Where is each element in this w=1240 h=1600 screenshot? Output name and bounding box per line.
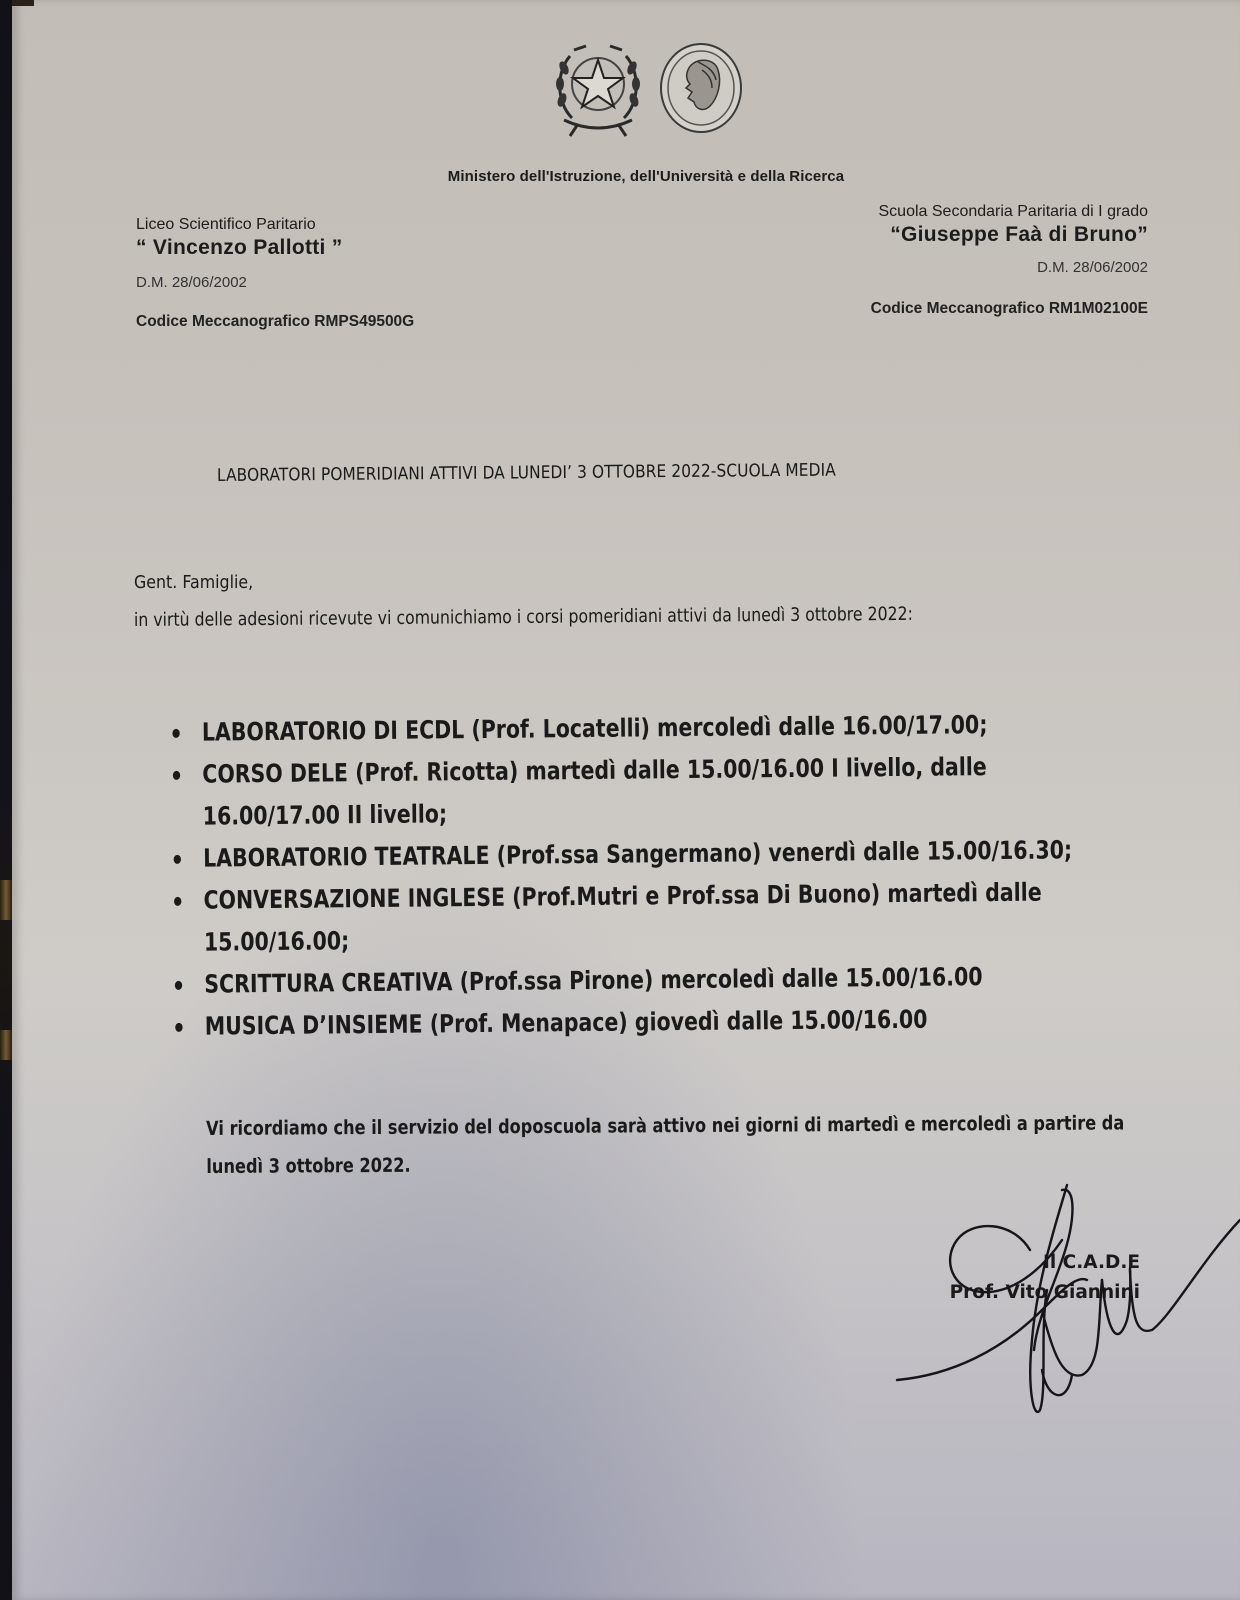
course-text: CORSO DELE (Prof. Ricotta) martedì dalle 15.00/16.00 I livello, dalle 16.00/17.00 II livello; <box>202 752 987 831</box>
bullet-icon <box>174 897 181 906</box>
background-decoration <box>0 1030 12 1060</box>
school-left-code: Codice Meccanografico RMPS49500G <box>136 313 415 330</box>
header-emblems <box>550 36 744 140</box>
school-right-decree: D.M. 28/06/2002 <box>1037 259 1148 276</box>
school-left-name: “ Vincenzo Pallotti ” <box>136 236 343 259</box>
school-left-decree: D.M. 28/06/2002 <box>136 274 247 291</box>
course-list-item <box>167 996 1156 1047</box>
school-right-block <box>871 203 1148 318</box>
italian-republic-emblem-icon <box>550 36 646 140</box>
bullet-icon <box>173 771 180 780</box>
bullet-icon <box>174 855 181 864</box>
course-text: CONVERSAZIONE INGLESE (Prof.Mutri e Prof.ssa Di Buono) martedì dalle 15.00/16.00; <box>203 877 1042 957</box>
ministry-heading: Ministero dell'Istruzione, dell'Università e della Ricerca <box>447 168 845 185</box>
school-right-name: “Giuseppe Faà di Bruno” <box>890 223 1148 246</box>
course-text: LABORATORIO TEATRALE (Prof.ssa Sangermano) venerdì dalle 15.00/16.30; <box>202 835 1073 873</box>
course-text: MUSICA D’INSIEME (Prof. Menapace) giovedì dalle 15.00/16.00 <box>204 1004 928 1041</box>
school-left-block <box>136 216 414 331</box>
course-text: SCRITTURA CREATIVA (Prof.ssa Pirone) mercoledì dalle 15.00/16.00 <box>204 962 983 999</box>
document-title: LABORATORI POMERIDIANI ATTIVI DA LUNEDI’ 3 OTTOBRE 2022-SCUOLA MEDIA <box>216 460 836 486</box>
bullet-icon <box>175 1023 182 1032</box>
signatory-role: Il C.A.D.E <box>1043 1252 1140 1273</box>
reminder-paragraph: Vi ricordiamo che il servizio del doposcuola sarà attivo nei giorni di martedì e mercoledì a partire da lunedì 3 ottobre 2022. <box>206 1111 1125 1178</box>
course-list-item <box>166 871 1106 964</box>
document-page <box>12 0 1240 1600</box>
coin-profile-emblem-icon <box>658 40 744 136</box>
school-left-type: Liceo Scientifico Paritario <box>136 216 316 233</box>
bullet-icon <box>175 981 182 990</box>
intro-paragraph: in virtù delle adesioni ricevute vi comunichiamo i corsi pomeridiani attivi da lunedì 3 ottobre 2022: <box>133 603 913 631</box>
background-decoration <box>0 880 12 920</box>
salutation: Gent. Famiglie, <box>134 572 254 593</box>
signature-block <box>910 1248 1140 1308</box>
school-right-type: Scuola Secondaria Paritaria di I grado <box>878 203 1148 220</box>
school-right-code: Codice Meccanografico RM1M02100E <box>870 300 1148 317</box>
handwritten-signature-icon <box>862 1180 1240 1440</box>
bullet-icon <box>172 729 179 738</box>
course-list <box>164 701 1240 1048</box>
course-text: LABORATORIO DI ECDL (Prof. Locatelli) mercoledì dalle 16.00/17.00; <box>201 710 988 747</box>
page-corner-shadow <box>12 0 34 6</box>
course-list-item <box>164 746 1022 838</box>
signatory-name: Prof. Vito Giannini <box>949 1282 1140 1303</box>
